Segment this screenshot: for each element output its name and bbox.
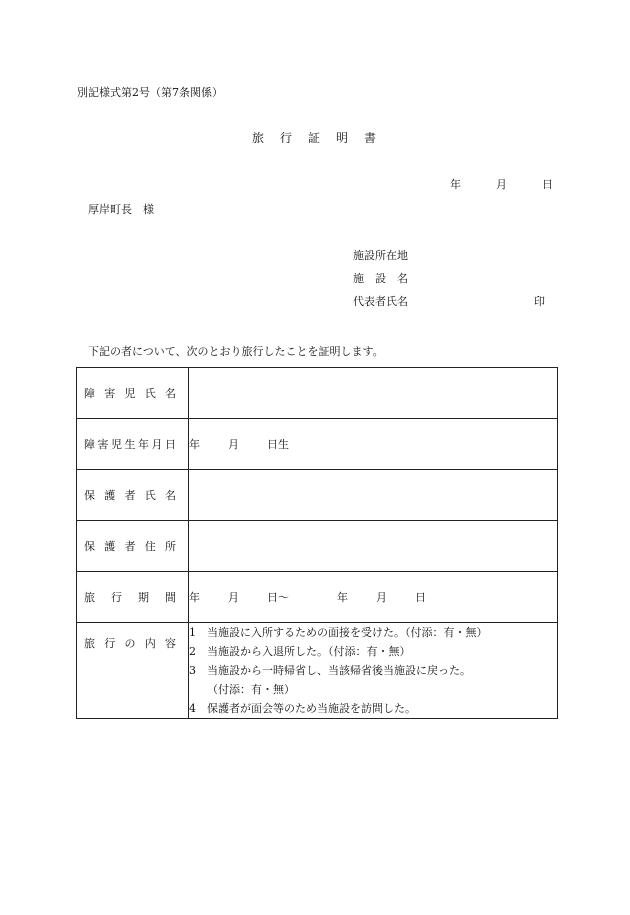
guardian-name-field[interactable]	[189, 470, 558, 521]
facility-name-row	[353, 270, 545, 293]
row-child-name	[77, 368, 558, 419]
label-char: 障	[84, 438, 95, 451]
item-number: 3	[189, 664, 196, 677]
item-text: （付添：有・無）	[207, 683, 295, 696]
period-year-1: 年	[189, 591, 200, 604]
facility-block	[353, 247, 545, 316]
row-child-dob	[77, 419, 558, 470]
travel-content-item	[189, 623, 557, 642]
period-month-2: 月	[376, 591, 387, 604]
item-number: 4	[189, 702, 196, 715]
dob-month: 月	[228, 438, 239, 451]
label-char: 容	[165, 637, 176, 650]
row-guardian-address	[77, 521, 558, 572]
travel-content-list	[189, 623, 557, 718]
date-day: 日	[542, 178, 553, 191]
guardian-address-label	[77, 521, 189, 572]
travel-content-label	[77, 623, 189, 719]
child-name-field[interactable]	[189, 368, 558, 419]
document-title: 旅 行 証 明 書	[251, 131, 378, 145]
facility-address-row	[353, 247, 545, 270]
child-dob-field[interactable]	[189, 419, 558, 470]
label-char: 行	[111, 591, 122, 604]
item-number: 1	[189, 626, 196, 639]
label-char: 年	[138, 438, 149, 451]
guardian-address-field[interactable]	[189, 521, 558, 572]
facility-name-label: 施 設 名	[353, 272, 408, 285]
period-year-2: 年	[337, 591, 348, 604]
issue-date	[450, 176, 553, 192]
travel-content-item	[189, 699, 557, 718]
label-char: 者	[124, 540, 136, 553]
travel-content-item	[189, 642, 557, 661]
label-char: 児	[124, 387, 136, 400]
label-char: 保	[84, 489, 95, 502]
child-name-label	[77, 368, 189, 419]
seal-mark: 印	[534, 295, 545, 308]
label-char: 所	[165, 540, 176, 553]
label-char: 護	[104, 489, 116, 502]
travel-period-label	[77, 572, 189, 623]
label-char: 日	[165, 438, 176, 451]
date-year: 年	[450, 178, 461, 191]
label-char: 保	[84, 540, 95, 553]
label-char: 者	[124, 489, 136, 502]
label-char: 間	[165, 591, 176, 604]
label-char: 生	[124, 438, 136, 451]
child-dob-label	[77, 419, 189, 470]
label-char: 児	[111, 438, 122, 451]
certificate-table	[76, 367, 558, 719]
label-char: 氏	[144, 489, 156, 502]
row-guardian-name	[77, 470, 558, 521]
label-char: の	[124, 637, 136, 650]
label-char: 旅	[84, 637, 95, 650]
label-char: 害	[97, 438, 109, 451]
row-travel-period	[77, 572, 558, 623]
item-text: 当施設に入所するための面接を受けた。（付添：有・無）	[207, 626, 488, 639]
travel-content-item	[189, 661, 557, 680]
date-month: 月	[496, 178, 507, 191]
facility-rep-label: 代表者氏名	[353, 295, 408, 308]
row-travel-content	[77, 623, 558, 719]
dob-day: 日生	[267, 438, 289, 451]
label-char: 期	[138, 591, 149, 604]
travel-content-item	[189, 680, 557, 699]
item-number: 2	[189, 645, 196, 658]
item-text: 当施設から一時帰省し、当該帰省後当施設に戻った。	[207, 664, 471, 677]
period-month-1: 月	[228, 591, 239, 604]
period-day-1: 日～	[267, 591, 289, 604]
travel-content-field	[189, 623, 558, 719]
guardian-name-label	[77, 470, 189, 521]
travel-period-field[interactable]	[189, 572, 558, 623]
dob-year: 年	[189, 438, 200, 451]
facility-address-label: 施設所在地	[353, 249, 408, 262]
label-char: 障	[84, 387, 95, 400]
label-char: 月	[151, 438, 163, 451]
addressee: 厚岸町長 様	[88, 203, 154, 216]
label-char: 内	[144, 637, 156, 650]
item-text: 当施設から入退所した。（付添：有・無）	[207, 645, 411, 658]
label-char: 住	[144, 540, 156, 553]
label-char: 害	[104, 387, 116, 400]
period-day-2: 日	[415, 591, 426, 604]
form-number: 別記様式第2号（第7条関係）	[77, 86, 223, 99]
statement: 下記の者について、次のとおり旅行したことを証明します。	[88, 345, 384, 358]
label-char: 名	[165, 489, 176, 502]
label-char: 氏	[144, 387, 156, 400]
label-char: 行	[104, 637, 116, 650]
item-text: 保護者が面会等のため当施設を訪問した。	[207, 702, 416, 715]
label-char: 名	[165, 387, 176, 400]
label-char: 護	[104, 540, 116, 553]
label-char: 旅	[84, 591, 95, 604]
facility-rep-row	[353, 293, 545, 316]
